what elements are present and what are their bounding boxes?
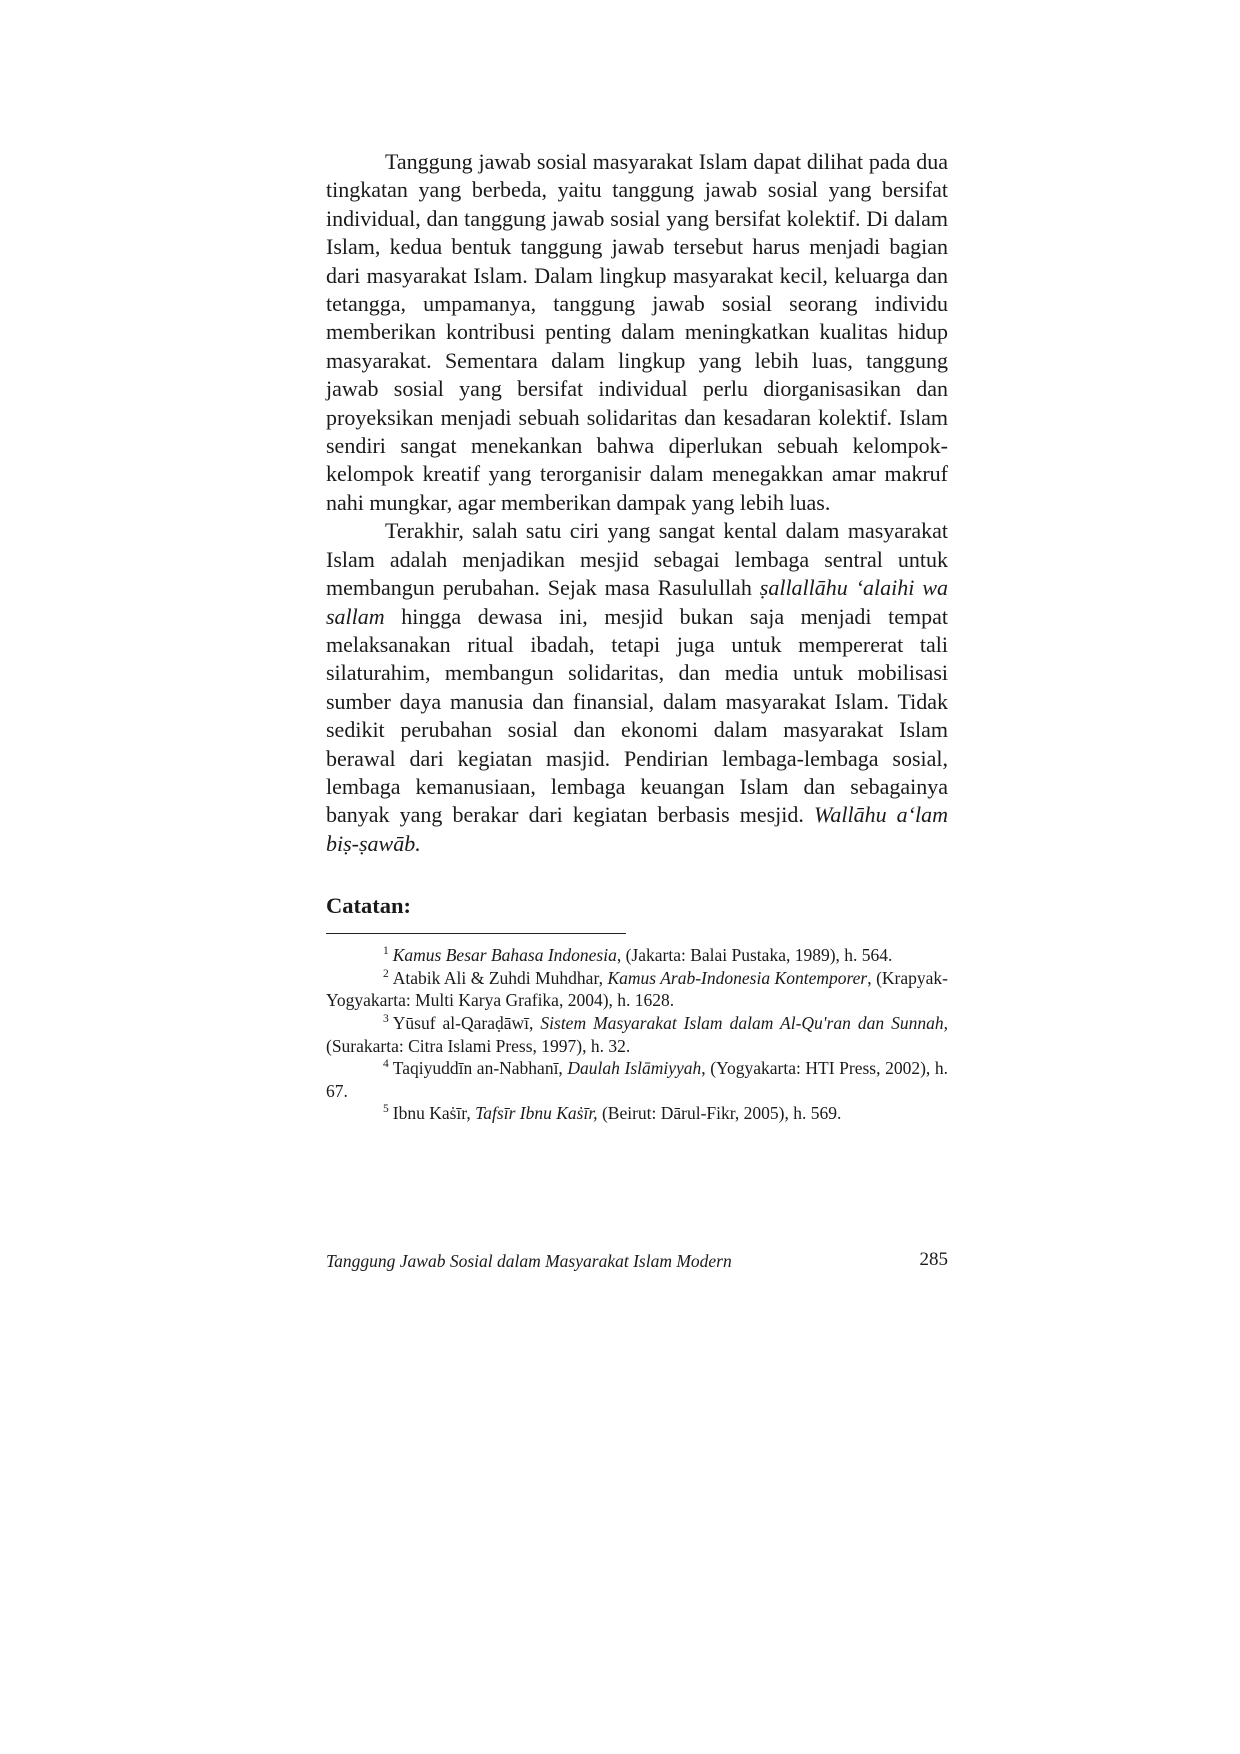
footnote-title: Tafsīr Ibnu Kaṡīr, [475, 1103, 598, 1124]
footnote-details: (Beirut: Dārul-Fikr, 2005), h. 569. [597, 1103, 842, 1124]
footnote-details: , (Jakarta: Balai Pustaka, 1989), h. 564. [616, 945, 893, 966]
footnote-details: (Surakarta: Citra Islami Press, 1997), h. 32. [326, 1035, 631, 1056]
body-paragraph-2 [326, 517, 948, 858]
page-content [326, 148, 948, 1125]
footnote-3 [326, 1012, 948, 1057]
footnote-2 [326, 967, 948, 1012]
paragraph-2-italic-salutation: ṣallallāhu ʻalaihi wa sallam [326, 575, 948, 629]
footnote-number: 1 [383, 945, 389, 958]
footnote-number: 2 [383, 967, 389, 980]
footnote-details: , (Yogyakarta: HTI Press, 2002), h. 67. [326, 1058, 949, 1101]
footnote-author: Atabik Ali & Zuhdi Muhdhar, [392, 967, 608, 988]
page-footer [326, 1251, 948, 1275]
footnote-number: 5 [383, 1103, 389, 1116]
paragraph-2-text-continued: hingga dewasa ini, mesjid bukan saja menjadi tempat melaksanakan ritual ibadah, tetapi juga untuk mempererat tali silaturahim, membangun solidaritas, dan media untuk mobilisasi sumber daya manusia dan finansial, dalam masyarakat Islam. Tidak sedikit perubahan sosial dan ekonomi dalam masyarakat Islam berawal dari kegiatan masjid. Pendirian lembaga-lembaga sosial, lembaga kemanusiaan, lembaga keuangan Islam dan sebagainya banyak yang berakar dari kegiatan berbasis mesjid. [326, 603, 948, 828]
paragraph-2-text: Terakhir, salah satu ciri yang sangat kental dalam masyarakat Islam adalah menjadikan mesjid sebagai lembaga sentral untuk membangun perubahan. Sejak masa Rasulullah [326, 518, 948, 601]
footnote-divider [326, 933, 626, 934]
paragraph-2-italic-closing: Wallāhu aʻlam biṣ-ṣawāb. [326, 802, 949, 856]
footnote-5 [326, 1102, 948, 1125]
running-title: Tanggung Jawab Sosial dalam Masyarakat Islam Modern [326, 1251, 732, 1271]
footnote-title: Daulah Islāmiyyah [567, 1058, 702, 1079]
footnote-title: Kamus Arab-Indonesia Kontemporer [607, 967, 868, 988]
footnote-details: , (Krapyak-Yogyakarta: Multi Karya Grafika, 2004), h. 1628. [326, 967, 948, 1011]
footnotes-list [326, 944, 948, 1125]
notes-heading: Catatan: [326, 893, 411, 919]
footnote-title: Kamus Besar Bahasa Indonesia [392, 945, 617, 966]
footnote-title: Sistem Masyarakat Islam dalam Al-Qu'ran dan Sunnah, [540, 1012, 948, 1033]
footnote-author: Ibnu Kaṡīr, [392, 1103, 476, 1124]
footnote-number: 3 [383, 1012, 389, 1025]
footnote-number: 4 [383, 1058, 389, 1071]
footnote-1 [326, 944, 948, 967]
body-paragraph-1: Tanggung jawab sosial masyarakat Islam dapat dilihat pada dua tingkatan yang berbeda, yaitu tanggung jawab sosial yang bersifat individual, dan tanggung jawab sosial yang bersifat kolektif. Di dalam Islam, kedua bentuk tanggung jawab tersebut harus menjadi bagian dari masyarakat Islam. Dalam lingkup masyarakat kecil, keluarga dan tetangga, umpamanya, tanggung jawab sosial seorang individu memberikan kontribusi penting dalam meningkatkan kualitas hidup masyarakat. Sementara dalam lingkup yang lebih luas, tanggung jawab sosial yang bersifat individual perlu diorganisasikan dan proyeksikan menjadi sebuah solidaritas dan kesadaran kolektif. Islam sendiri sangat menekankan bahwa diperlukan sebuah kelompok-kelompok kreatif yang terorganisir dalam menegakkan amar makruf nahi mungkar, agar memberikan dampak yang lebih luas. [326, 149, 948, 515]
page-number: 285 [919, 1249, 948, 1270]
footnote-author: Taqiyuddīn an-Nabhanī, [392, 1058, 568, 1079]
footnote-author: Yūsuf al-Qaraḍāwī, [392, 1012, 541, 1033]
footnote-4 [326, 1057, 948, 1102]
